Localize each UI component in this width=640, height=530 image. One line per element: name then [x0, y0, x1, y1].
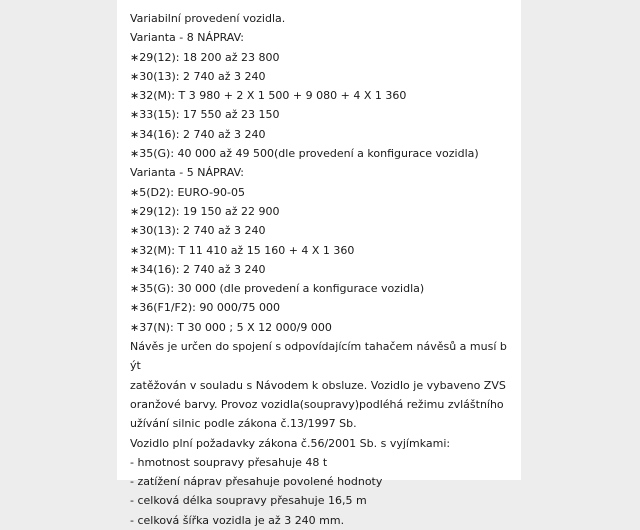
text-line: ∗37(N): T 30 000 ; 5 X 12 000/9 000	[130, 320, 332, 334]
text-line: ∗35(G): 30 000 (dle provedení a konfigurace vozidla)	[130, 282, 425, 296]
document-panel	[117, 0, 521, 527]
text-line: - celková šířka vozidla je až 3 240 mm.	[130, 513, 345, 527]
text-line: ∗29(12): 19 150 až 22 900	[130, 204, 280, 218]
text-line: Variabilní provedení vozidla.	[130, 12, 286, 25]
text-line: ∗32(M): T 11 410 až 15 160 + 4 X 1 360	[130, 243, 355, 257]
text-line: Varianta - 8 NÁPRAV:	[130, 31, 244, 45]
text-line: zatěžován v souladu s Návodem k obsluze. Vozidlo je vybaveno ZVS	[130, 378, 506, 392]
text-line: Vozidlo plní požadavky zákona č.56/2001 Sb. s vyjímkami:	[130, 436, 451, 450]
text-line: - hmotnost soupravy přesahuje 48 t	[130, 455, 328, 469]
text-line: - zatížení náprav přesahuje povolené hodnoty	[130, 475, 383, 489]
text-line: ∗33(15): 17 550 až 23 150	[130, 108, 280, 122]
text-line: ∗32(M): T 3 980 + 2 X 1 500 + 9 080 + 4 X 1 360	[130, 89, 407, 103]
text-line: ∗35(G): 40 000 až 49 500(dle provedení a konfigurace vozidla)	[130, 147, 479, 161]
text-line: ∗34(16): 2 740 až 3 240	[130, 127, 266, 141]
text-line: oranžové barvy. Provoz vozidla(soupravy)podléhá režimu zvláštního	[130, 397, 504, 411]
text-line: užívání silnic podle zákona č.13/1997 Sb.	[130, 417, 357, 431]
text-line: Varianta - 5 NÁPRAV:	[130, 166, 244, 180]
text-line: ∗30(13): 2 740 až 3 240	[130, 69, 266, 83]
text-line: ∗36(F1/F2): 90 000/75 000	[130, 301, 281, 315]
text-line: ∗30(13): 2 740 až 3 240	[130, 224, 266, 238]
text-line: ýt	[130, 359, 141, 373]
text-line: ∗29(12): 18 200 až 23 800	[130, 50, 280, 64]
text-line: - celková délka soupravy přesahuje 16,5 m	[130, 494, 367, 508]
text-line: ∗34(16): 2 740 až 3 240	[130, 262, 266, 276]
text-line: ∗5(D2): EURO-90-05	[130, 185, 246, 199]
text-line: Návěs je určen do spojení s odpovídajícím tahačem návěsů a musí b	[130, 340, 507, 354]
